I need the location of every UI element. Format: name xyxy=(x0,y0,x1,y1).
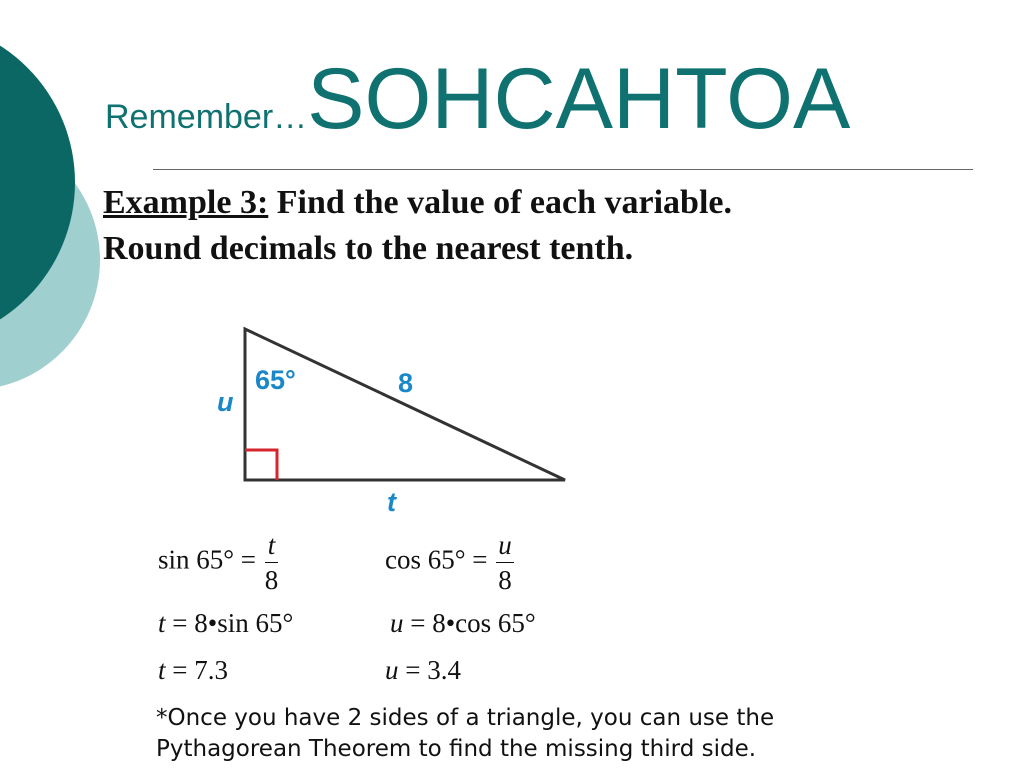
note-line-1: *Once you have 2 sides of a triangle, you can use the xyxy=(156,705,775,731)
sin-fraction xyxy=(265,528,279,597)
angle-label: 65° xyxy=(255,365,296,395)
t-result xyxy=(158,655,228,686)
t-result-value: = 7.3 xyxy=(165,655,228,685)
u-result-variable: u xyxy=(385,655,399,685)
example-label: Example 3: xyxy=(103,184,269,221)
title-prefix: Remember… xyxy=(105,98,308,136)
horizontal-leg-label: t xyxy=(387,487,396,517)
vertical-leg-label: u xyxy=(217,387,234,417)
hypotenuse-label: 8 xyxy=(398,368,414,398)
example-line-2: Round decimals to the nearest tenth. xyxy=(103,230,634,267)
u-expression: = 8•cos 65° xyxy=(403,608,536,638)
t-expression: = 8•sin 65° xyxy=(165,608,294,638)
cos-equation xyxy=(385,528,516,597)
cos-denominator: 8 xyxy=(498,565,512,595)
example-line-1 xyxy=(103,180,732,226)
note-line-2: Pythagorean Theorem to find the missing third side. xyxy=(156,736,757,762)
right-triangle-figure xyxy=(205,315,585,525)
t-solve-equation xyxy=(158,608,293,639)
cos-numerator: u xyxy=(496,528,514,563)
triangle-outline xyxy=(245,329,565,480)
cos-lhs: cos 65° = xyxy=(385,544,488,575)
t-result-variable: t xyxy=(158,655,166,685)
u-result-value: = 3.4 xyxy=(398,655,461,685)
right-angle-marker xyxy=(245,450,277,480)
title-main: SOHCAHTOA xyxy=(307,51,851,147)
u-variable: u xyxy=(390,608,404,638)
sin-numerator: t xyxy=(265,528,279,563)
u-solve-equation xyxy=(390,608,536,639)
example-instruction: Find the value of each variable. xyxy=(276,184,732,221)
u-result xyxy=(385,655,461,686)
cos-fraction xyxy=(496,528,514,597)
slide-title xyxy=(105,50,850,149)
sin-lhs: sin 65° = xyxy=(158,544,257,575)
sin-equation xyxy=(158,528,280,597)
pythagorean-note xyxy=(156,703,916,765)
title-divider xyxy=(153,169,973,170)
t-variable: t xyxy=(158,608,166,638)
example-prompt xyxy=(103,180,732,272)
sin-denominator: 8 xyxy=(264,565,279,595)
